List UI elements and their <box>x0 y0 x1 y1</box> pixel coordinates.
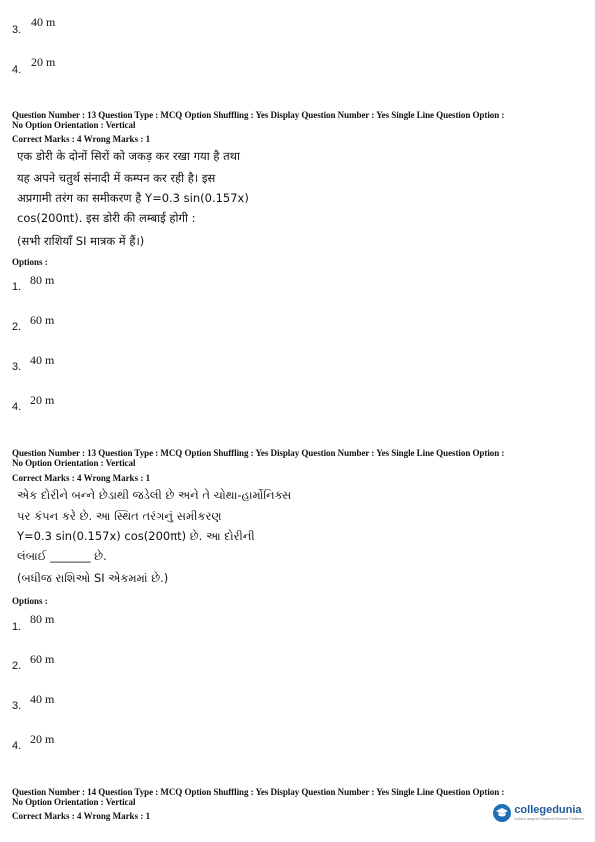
marks-line: Correct Marks : 4 Wrong Marks : 1 <box>12 134 151 144</box>
option-number: 4. <box>12 740 22 752</box>
question-text-line: (सभी राशियाँ SI मात्रक में हैं।) <box>17 234 145 248</box>
options-label: Options : <box>12 596 48 606</box>
option-value: 60 m <box>30 313 55 327</box>
option-number: 3. <box>12 361 22 373</box>
question-text-line: cos(200πt). इस डोरी की लम्बाई होगी : <box>17 211 196 225</box>
question-header-line1: Question Number : 13 Question Type : MCQ Option Shuffling : Yes Display Question Number : Yes Single Line Question Option : <box>12 110 505 120</box>
question-header-line1: Question Number : 13 Question Type : MCQ Option Shuffling : Yes Display Question Number : Yes Single Line Question Option : <box>12 448 505 458</box>
logo-brand-text: collegedunia <box>514 804 582 816</box>
question-header-line1: Question Number : 14 Question Type : MCQ Option Shuffling : Yes Display Question Number : Yes Single Line Question Option : <box>12 787 505 797</box>
option-value: 80 m <box>30 273 55 287</box>
option-value: 20 m <box>30 393 55 407</box>
options-label: Options : <box>12 257 48 267</box>
question-header-line2: No Option Orientation : Vertical <box>12 797 136 807</box>
marks-line: Correct Marks : 4 Wrong Marks : 1 <box>12 811 151 821</box>
graduation-cap-icon <box>493 804 511 822</box>
question-text-line: એક દોરીને બન્ને છેડાથી જડેલી છે અને તે ચોથા-હાર્મોનિક્સ <box>17 488 292 502</box>
option-number: 1. <box>12 281 22 293</box>
option-number: 4. <box>12 64 22 76</box>
option-value: 60 m <box>30 652 55 666</box>
question-text-line: एक डोरी के दोनों सिरों को जकड़ कर रखा गया है तथा <box>17 149 240 163</box>
option-value: 80 m <box>30 612 55 626</box>
collegedunia-logo <box>490 802 587 824</box>
option-number: 3. <box>12 700 22 712</box>
option-value: 40 m <box>31 15 56 29</box>
option-value: 40 m <box>30 353 55 367</box>
option-value: 20 m <box>31 55 56 69</box>
question-text-line: પર કંપન કરે છે. આ સ્થિત તરંગનું સમીકરણ <box>17 509 222 523</box>
question-text-line: લંબાઈ _______ છે. <box>17 549 107 563</box>
option-value: 40 m <box>30 692 55 706</box>
question-header-line2: No Option Orientation : Vertical <box>12 120 136 130</box>
question-text-line: यह अपने चतुर्थ संनादी में कम्पन कर रही है। इस <box>17 171 216 185</box>
question-text-line: अप्रगामी तरंग का समीकरण है Y=0.3 sin(0.157x) <box>17 191 249 205</box>
question-text-line: (બધીજ રાશિઓ SI એકમમાં છે.) <box>17 571 169 585</box>
option-value: 20 m <box>30 732 55 746</box>
option-number: 2. <box>12 321 22 333</box>
option-number: 3. <box>12 24 22 36</box>
question-text-line: Y=0.3 sin(0.157x) cos(200πt) છે. આ દોરીની <box>17 529 255 543</box>
logo-tagline: India's largest Student Review Platform <box>514 816 584 821</box>
option-number: 2. <box>12 660 22 672</box>
marks-line: Correct Marks : 4 Wrong Marks : 1 <box>12 473 151 483</box>
question-header-line2: No Option Orientation : Vertical <box>12 458 136 468</box>
option-number: 1. <box>12 621 22 633</box>
option-number: 4. <box>12 401 22 413</box>
